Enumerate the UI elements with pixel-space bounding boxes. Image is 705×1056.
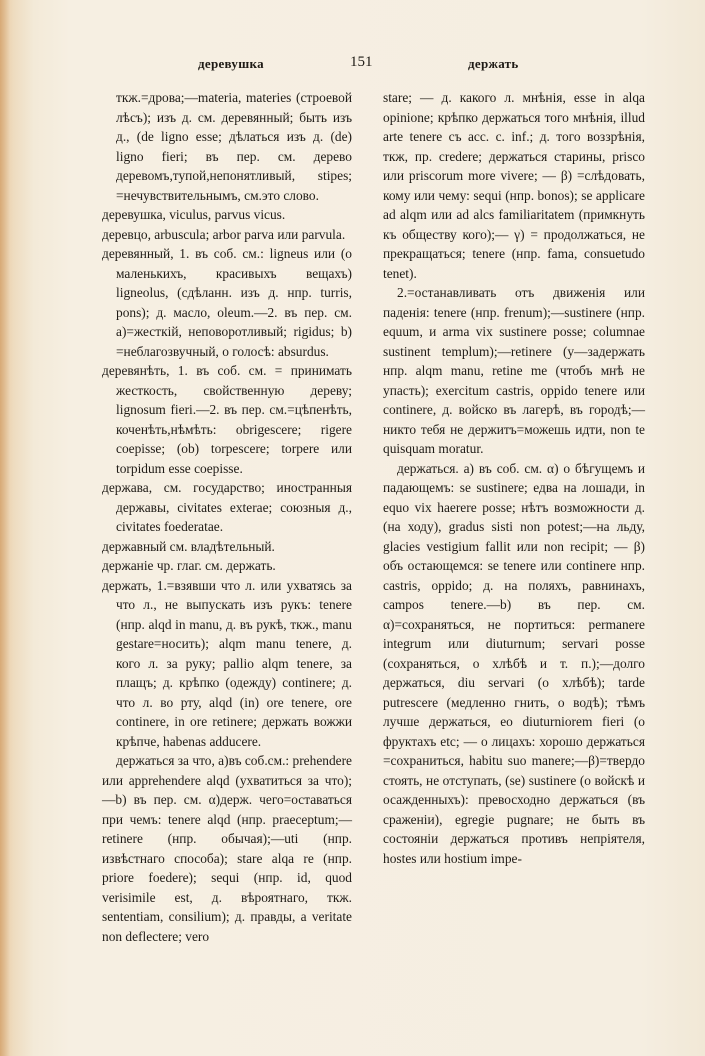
left-column [102,88,352,946]
dictionary-entry: деревушка, viculus, parvus vicus. [102,207,286,222]
entry-continuation: ткж.=дрова;—materia, materies (строевой лѣсъ); изъ д. см. деревянный; быть изъ д., (de ligno esse; дѣлаться изъ д. (de) ligno fieri; въ пер. см. дерево деревомъ,тупой,непонятливый, stipes; =нечувствительнымъ, см.это слово. [116,90,352,203]
left-guide-word: деревушка [198,56,264,71]
right-column [383,88,645,868]
dictionary-entry: деревцо, arbuscula; arbor parva или parvula. [102,226,346,242]
sub-entry-paragraph: держаться за что, а)въ соб.см.: prehendere или apprehendere alqd (ухватиться за что);—b) въ пер. см. α)держ. чего=оставаться при чемъ: tenere alqd (нпр. praeceptum;—retinere (нпр. обычая);—uti (нпр. извѣстнаго способа); stare alqa re (нпр. priore foedere); sequi (нпр. id, quod verisimile est, д. вѣроятнаго, ткж. sententiam, consilium); д. правды, a veritate non deflectere; vero [102,753,352,944]
dictionary-entry: держаніе чр. глаг. см. держать. [102,558,276,573]
dictionary-entry: деревянный, 1. въ соб. см.: ligneus или (о маленькихъ, красивыхъ вещахъ) ligneolus, (сдѣланн. изъ д. нпр. turris, pons); д. масло, oleum.—2. въ пер. см. а)=жесткій, неповоротливый; rigidus; b) =неблагозвучный, о голосѣ: absurdus. [102,246,352,359]
entry-continuation: stare; — д. какого л. мнѣнія, esse in alqa opinione; крѣпко держаться того мнѣнія, illud arte tenere съ acc. c. inf.; д. того воззрѣнія, ткж, пр. credere; держаться старины, prisco или priscorum more vivere; — β) =слѣдовать, кому или чему: sequi (нпр. bonos); se applicare ad alqm или ad alcs familiaritatem (примкнуть къ обществу кого);— γ) = продолжаться, не прекращаться; tenere (нпр. fama, consuetudo tenet). [383,90,645,281]
sub-entry-paragraph: держаться. а) въ соб. см. α) о бѣгущемъ и падающемъ: se sustinere; едва на лошади, in equo vix haerere posse; нѣтъ возможности д. (на ходу), gradus sisti non potest;—на льду, glacies vestigium fallit или non recipit; — β) объ остающемся: se tenere или continere нпр. castris, oppido; д. на поляхъ, равнинахъ, campos tenere.—b) въ пер. см. α)=сохраняться, не портиться: permanere integrum или diuturnum; servari posse (сохраняться, о хлѣбѣ и т. п.);—долго держаться, diu servari (о хлѣбѣ); tarde putrescere (медленно гнить, о водѣ); тѣмъ лучше держаться, eo diuturniorem fieri (о фруктахъ etc; — о лицахъ: хорошо держаться =сохраниться, habitu suo manere;—β)=твердо стоять, не отступать, (se) sustinere (о войскѣ и осажденныхъ): превосходно держаться (въ сраженіи), egregie pugnare; не быть въ состояніи держаться противъ непріятеля, hostes или hostium impe- [383,460,645,866]
dictionary-entry: держать, 1.=взявши что л. или ухватясь за что л., не выпускать изъ рукъ: tenere (нпр. alqd in manu, д. въ рукѣ, ткж., manu gestare=носить); alqm manu tenere, д. кого л. за руку; pallio alqm tenere, за плащъ; д. крѣпко (одежду) continere; д. что л. во рту, alqd (in) ore tenere, ore continere, in ore retinere; держать вожжи крѣпче, habenas adducere. [102,577,352,749]
running-header [100,56,660,80]
dictionary-entry: державный см. владѣтельный. [102,538,275,554]
page-number: 151 [350,54,373,70]
right-guide-word: держать [468,56,519,71]
dictionary-entry: держава, см. государство; иностранныя державы, civitates exterae; союзныя д., civitates foederatae. [102,480,352,534]
sub-entry-paragraph: 2.=останавливать отъ движенія или паденія: tenere (нпр. frenum);—sustinere (нпр. equum, и arma vix sustinere posse; columnae sustinent templum);—retinere (у—задержать нпр. alqm manu, retine me (чтобъ мнѣ не упасть); exercitum castris, oppido tenere или continere, д. войско въ лагерѣ, въ городѣ;—никто тебя не держитъ=можешь идти, non te quisquam moratur. [383,285,645,456]
binding-edge-shadow [0,0,10,1056]
dictionary-entry: деревянѣть, 1. въ соб. см. = принимать жесткость, свойственную дереву; lignosum fieri.—2. въ пер. см.=цѣпенѣть, коченѣть,нѣмѣть: obrigescere; rigere coepisse; (ob) torpescere; torpere или torpidum esse coepisse. [102,363,352,476]
